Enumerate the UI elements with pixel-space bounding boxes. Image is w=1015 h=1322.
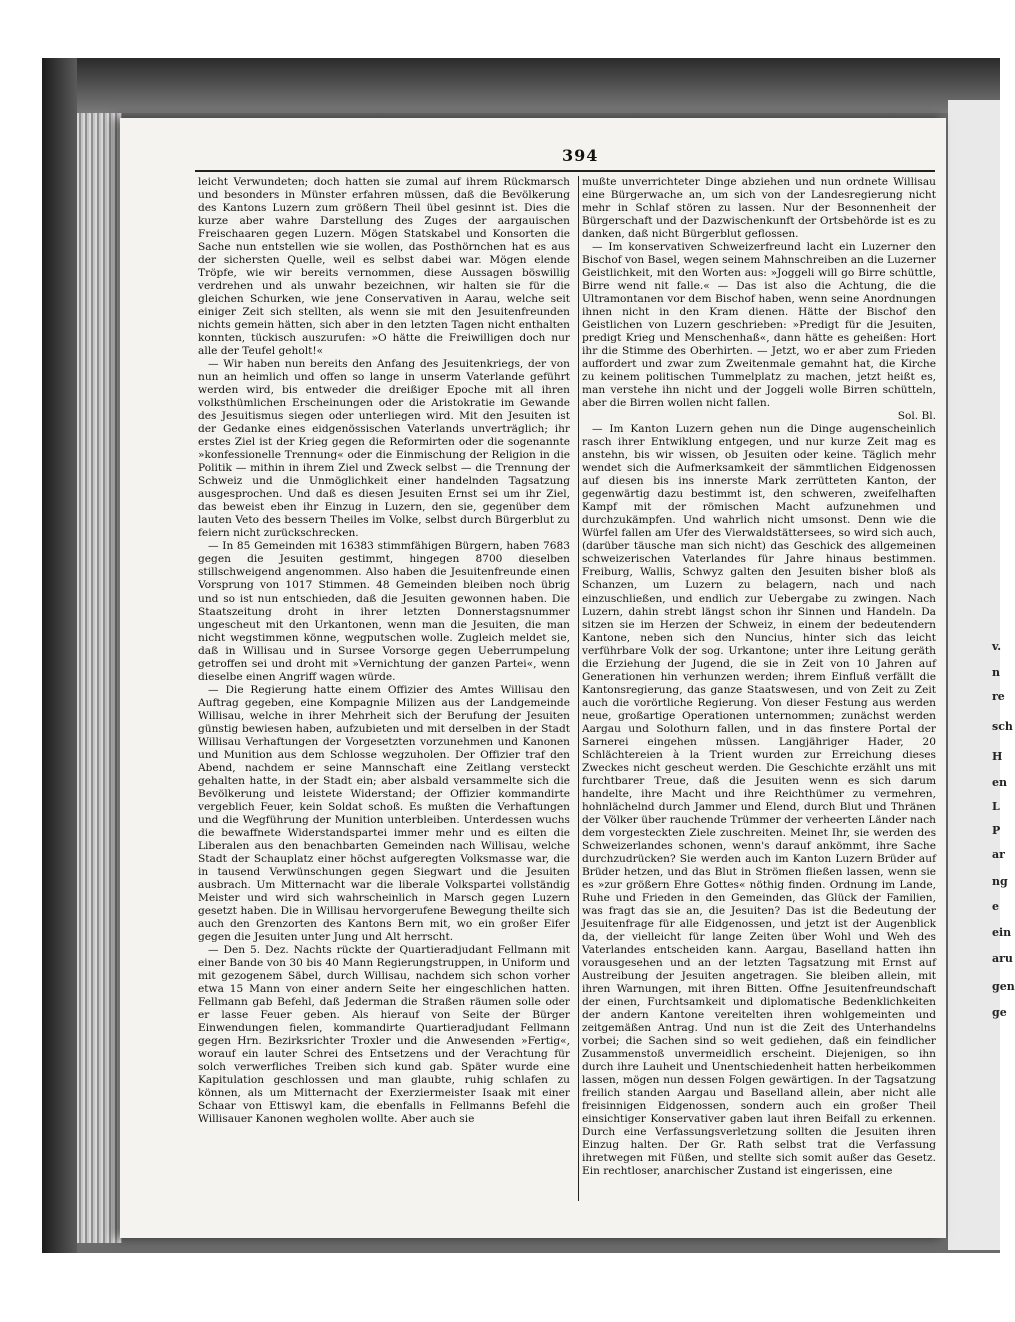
article-paragraph: mußte unverrichteter Dinge abziehen und nun ordnete Willisau eine Bürgerwache an, um sich von der Landesregierung nicht mehr in Schlaf stören zu lassen. Nur der Besonnenheit der Bürgerschaft und der Dazwischenkunft der Ortsbehörde ist es zu danken, daß nicht Bürgerblut geflossen. [582, 176, 936, 241]
margin-fragment: aru [992, 952, 1013, 965]
column-divider [578, 176, 579, 1201]
facing-page-strip [948, 100, 1015, 1250]
margin-fragment: ng [992, 875, 1008, 888]
header-rule [195, 170, 935, 172]
margin-fragment: ar [992, 848, 1005, 861]
margin-fragment: e [992, 900, 999, 913]
article-paragraph: — In 85 Gemeinden mit 16383 stimmfähigen Bürgern, haben 7683 gegen die Jesuiten gestimmt, hingegen 8700 dieselben stillschweigend angenommen. Also haben die Jesuitenfreunde einen Vorsprung von 1017 Stimmen. 48 Gemeinden bleiben noch übrig und so ist nun entschieden, daß die Jesuiten gewonnen haben. Die Staatszeitung droht in ihrer letzten Donnerstagsnummer ungescheut mit den Urkantonen, wenn man die Jesuiten, die man nicht wegstimmen könne, wegputschen wolle. Zugleich meldet sie, daß in Willisau und in Sursee Vorsorge gegen Ueberrumpelung getroffen sei und droht mit »Vernichtung der ganzen Partei«, wenn dieselbe einen Angriff wagen würde. [198, 540, 570, 683]
article-paragraph: — Wir haben nun bereits den Anfang des Jesuitenkriegs, der von nun an heimlich und offen so lange in unserm Vaterlande geführt werden wird, bis entweder die dreißiger Epoche mit all ihren volksthümlichen Erscheinungen oder die Aristokratie im Gewande des Jesuitismus siegen oder unterliegen wird. Mit den Jesuiten ist der Gedanke eines eidgenössischen Vaterlands unverträglich; ihr erstes Ziel ist der Krieg gegen die Reformirten oder die sogenannte »konfessionelle Trennung« oder die Einmischung der Religion in die Politik — mithin in ihrem Ziel und Zweck selbst — die Trennung der Schweiz und die Unmöglichkeit einer handelnden Tagsatzung ausgesprochen. Und daß es diesen Jesuiten Ernst sei um ihr Ziel, das beweist eben ihr Einzug in Luzern, den sie, gegenüber dem lauten Veto des bessern Theiles im Volke, selbst durch Bürgerblut zu feiern nicht zurückschrecken. [198, 358, 570, 540]
left-column [198, 176, 570, 1201]
margin-fragment: en [992, 776, 1007, 789]
article-paragraph: — Im konservativen Schweizerfreund lacht ein Luzerner den Bischof von Basel, wegen seinem Mahnschreiben an die Luzerner Geistlichkeit, mit den Worten aus: »Joggeli will go Birre schüttle, Birre wend nit falle.« — Das ist also die Achtung, die die Ultramontanen vor dem Bischof haben, wenn seine Anordnungen ihnen nicht in den Kram dienen. Hätte der Bischof den Geistlichen von Luzern geschrieben: »Predigt für die Jesuiten, predigt Krieg und Menschenhaß«, dann hätte es geheißen: Hort ihr die Stimme des Oberhirten. — Jetzt, wo er aber zum Frieden auffordert und zwar zum Zweitenmale gemahnt hat, die Kirche zu keinem politischen Tummelplatz zu machen, jetzt heißt es, man verstehe ihn nicht und der Joggeli wolle Birren schütteln, aber die Birren wollen nicht fallen. [582, 241, 936, 410]
book-top-edge [42, 58, 1000, 113]
margin-fragment: L [992, 800, 1000, 813]
margin-fragment: n [992, 666, 1000, 679]
right-column [582, 176, 936, 1201]
source-attribution: Sol. Bl. [897, 410, 936, 423]
page-stack-edge [77, 113, 122, 1243]
margin-fragment: H [992, 750, 1003, 763]
margin-fragment: P [992, 824, 1001, 837]
margin-fragment: re [992, 690, 1005, 703]
article-paragraph: — Den 5. Dez. Nachts rückte der Quartieradjudant Fellmann mit einer Bande von 30 bis 40 Mann Regierungstruppen, in Uniform und mit gezogenem Säbel, durch Willisau, nachdem sich schon vorher etwa 15 Mann von einer andern Seite her eingeschlichen hatten. Fellmann gab Befehl, daß Jederman die Straßen räumen solle oder er lasse Feuer geben. Als hierauf von Seite der Bürger Einwendungen fielen, kommandirte Quartieradjudant Fellmann gegen Hrn. Bezirksrichter Troxler und die Anwesenden »Fertig«, worauf ein lauter Schrei des Entsetzens und der Verachtung für solch verwerfliches Treiben sich kund gab. Später wurde eine Kapitulation geschlossen und man glaubte, ruhig schlafen zu können, als um Mitternacht der Exerziermeister Isaak mit einer Schaar von Ettiswyl kam, die ebenfalls in Fellmanns Befehl die Willisauer Kanonen wegholen wollte. Aber auch sie [198, 943, 570, 1126]
margin-fragment: ge [992, 1006, 1007, 1019]
article-paragraph: — Die Regierung hatte einem Offizier des Amtes Willisau den Auftrag gegeben, eine Kompagnie Milizen aus der Landgemeinde Willisau, welche in ihrer Mehrheit sich der Berufung der Jesuiten günstig bewiesen haben, aufzubieten und mit derselben in der Stadt Willisau Verhaftungen der Vorgesetzten vorzunehmen und Kanonen und Munition aus dem Schlosse wegzuholen. Der Offizier traf den Abend, nachdem er seine Mannschaft eine Zeitlang versteckt gehalten hatte, in der Stadt ein; aber alsbald versammelte sich die Bevölkerung und leistete Widerstand; der Offizier kommandirte vergeblich Feuer, kein Soldat schoß. Es mußten die Verhaftungen und die Wegführung der Munition unterbleiben. Unterdessen wuchs die bewaffnete Widerstandspartei immer mehr und es eilten die Liberalen aus den benachbarten Gemeinden nach Willisau, welche Stadt der Schauplatz einer höchst aufgeregten Volksmasse war, die in tausend Verwünschungen gegen Siegwart und die Jesuiten ausbrach. Um Mitternacht war die liberale Volkspartei vollständig Meister und wird sich wahrscheinlich in Marsch gegen Luzern gesetzt haben. Die in Willisau hervorgerufene Bewegung theilte sich auch den Grenzorten des Kantons Bern mit, wo ein großer Eifer gegen die Jesuiten unter Jung und Alt herrscht. [198, 683, 570, 943]
margin-fragment: ein [992, 926, 1012, 939]
page-number: 394 [562, 146, 599, 165]
margin-fragment: gen [992, 980, 1015, 993]
margin-fragment: sch [992, 720, 1013, 733]
book-spine-shadow [42, 58, 77, 1253]
article-paragraph: — Im Kanton Luzern gehen nun die Dinge augenscheinlich rasch ihrer Entwiklung entgegen, und nur kurze Zeit mag es anstehn, bis wir wissen, ob Jesuiten oder keine. Täglich mehr wendet sich die Aufmerksamkeit der sämmtlichen Eidgenossen auf diesen bis ins innerste Mark zerrütteten Kanton, der gegenwärtig dazu bestimmt ist, den schweren, zweifelhaften Kampf mit der römischen Macht aufzunehmen und durchzukämpfen. Und wahrlich nicht umsonst. Denn wie die Würfel fallen am Ufer des Vierwaldstättersees, so wird sich auch, (darüber täusche man sich nicht) das Geschick des allgemeinen schweizerischen Vaterlandes für Jahre hinaus bestimmen. Freiburg, Wallis, Schwyz galten den Jesuiten bisher bloß als Schanzen, um Luzern zu belagern, nach und nach einzuschließen, und endlich zur Uebergabe zu zwingen. Nach Luzern, dahin strebt längst schon ihr Sinnen und Handeln. Da sitzen sie im Herzen der Schweiz, in einem der bedeutendern Kantone, neben sich den Nuncius, hinter sich das leicht verführbare Volk der sog. Urkantone; unter ihre Leitung geräth die Erziehung der Jugend, die sie in Zeit von 10 Jahren auf Generationen hin verhunzen werden; ihrem Einfluß verfällt die Kantonsregierung, das ganze Staatswesen, und von Zeit zu Zeit auch die vorörtliche Regierung. Von dieser Festung aus werden neue, großartige Operationen unternommen; zunächst werden Aargau und Solothurn fallen, und in das finstere Portal der Sarnerei eingehen müssen. Langjähriger Hader, 20 Schlächtereien à la Trient wurden zur Erreichung dieses Zweckes nicht gescheut werden. Die Geschichte erzählt uns mit furchtbarer Treue, daß die Jesuiten wenn es sich darum handelte, ihre Macht und ihre Reichthümer zu vermehren, hohnlächelnd durch Jammer und Elend, durch Blut und Thränen der Völker über rauchende Trümmer der verheerten Länder nach dem vorgesteckten Ziele zuschreiten. Meinet Ihr, sie werden des Schweizerlandes schonen, wenn's darauf ankömmt, ihre Sache durchzudrücken? Sie werden auch im Kanton Luzern Brüder auf Brüder hetzen, und das Blut in Strömen fließen lassen, wenn sie es »zur größern Ehre Gottes« nöthig finden. Ordnung im Lande, Ruhe und Frieden in den Gemeinden, das Glück der Familien, was fragt das sie an, die Jesuiten? Das ist die Bedeutung der Jesuitenfrage für alle Eidgenossen, und jetzt ist der Augenblick da, der vielleicht für lange Zeiten über Wohl und Weh des Vaterlandes entscheiden kann. Aargau, Baselland hatten ihn vorausgesehen und an der letzten Tagsatzung mit Ernst auf Austreibung der Jesuiten angetragen. Sie bleiben allein, mit ihren Warnungen, mit ihren Bitten. Offne Jesuitenfreundschaft der einen, Furchtsamkeit und diplomatische Bedenklichkeiten der andern Kantone vereitelten ihren wohlgemeinten und zeitgemäßen Antrag. Und nun ist die Zeit des Unterhandelns vorbei; die Sachen sind so weit gediehen, daß ein feindlicher Zusammenstoß unvermeidlich erscheint. Diejenigen, so ihn durch ihre Lauheit und Unentschiedenheit hatten herbeikommen lassen, mögen nun dessen Folgen gewärtigen. In der Tagsatzung freilich standen Aargau und Baselland allein, aber nicht alle freisinnigen Eidgenossen, sondern auch ein großer Theil einsichtiger Konservativer gaben laut ihren Beifall zu erkennen. Durch eine Verfassungsverletzung sollten die Jesuiten ihren Einzug halten. Der Gr. Rath selbst trat die Verfassung ihretwegen mit Füßen, und stellte sich somit außer das Gesetz. Ein rechtloser, anarchischer Zustand ist eingerissen, eine [582, 423, 936, 1178]
article-paragraph: leicht Verwundeten; doch hatten sie zumal auf ihrem Rückmarsch und besonders in Münster erfahren müssen, daß die Bevölkerung des Kantons Luzern zum größern Theil übel gesinnt ist. Dies die kurze aber wahre Darstellung des Zuges der aargauischen Freischaaren gegen Luzern. Mögen Statskabel und Konsorten die Sache nun entstellen wie sie wollen, das Posthörnchen hat es aus der sichersten Quelle, weil es selbst dabei war. Mögen elende Tröpfe, wie wir bereits vernommen, diese Aussagen böswillig verdrehen und als unwahr bezeichnen, wir halten sie für die gleichen Schurken, wie jene Conservativen in Aarau, welche seit einiger Zeit sich stellten, als wenn sie mit den Jesuitenfreunden nichts gemein hätten, sich aber in den letzten Tagen nicht enthalten konnten, tückisch auszurufen: »O hätte die Freiwilligen doch nur alle der Teufel geholt!« [198, 176, 570, 358]
margin-fragment: v. [992, 640, 1002, 653]
